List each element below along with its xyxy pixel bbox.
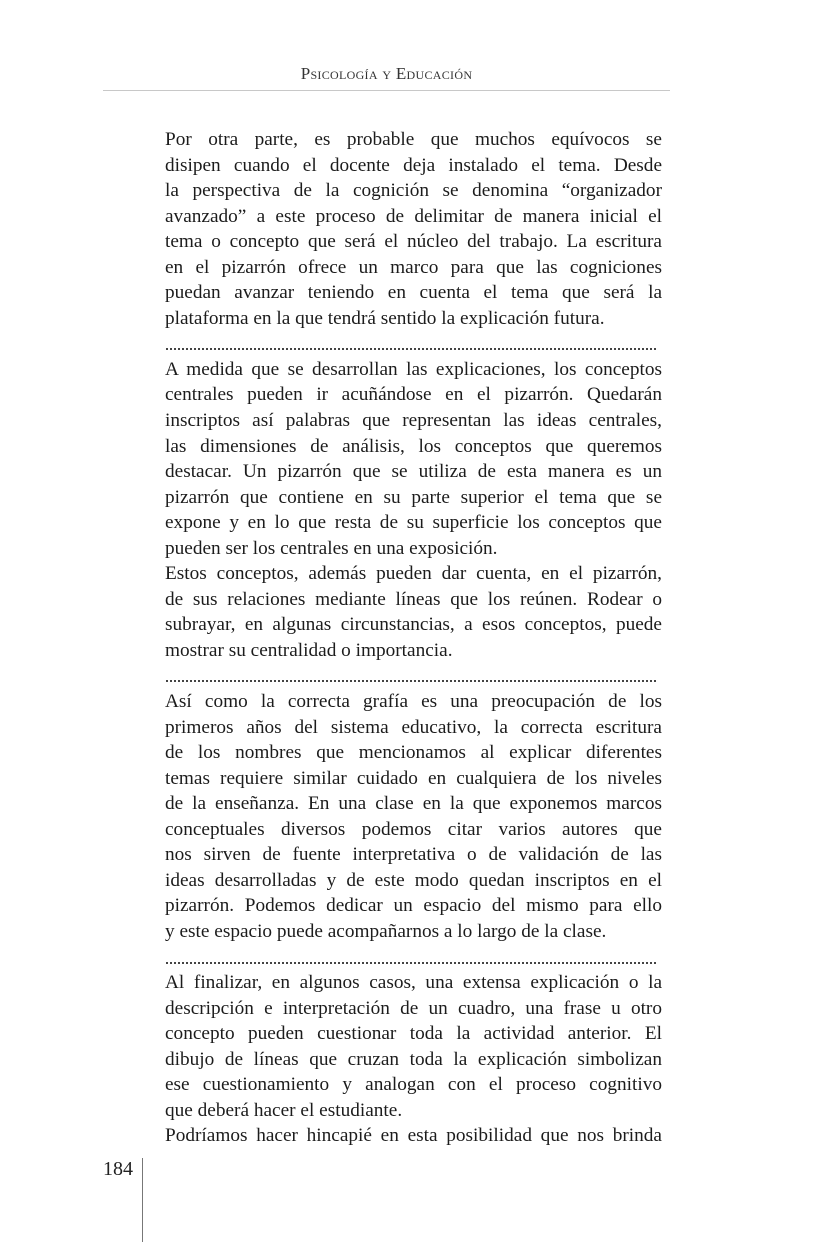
text-line: pizarrón. Podemos dedicar un espacio del mismo para ello bbox=[165, 895, 662, 917]
text-line: la perspectiva de la cognición se denomina “organizador bbox=[165, 180, 662, 202]
text-line: inscriptos así palabras que representan las ideas centrales, bbox=[165, 410, 662, 432]
text-line: disipen cuando el docente deja instalado el tema. Desde bbox=[165, 154, 662, 176]
text-line: nos sirven de fuente interpretativa o de validación de las bbox=[165, 844, 662, 866]
header-rule bbox=[103, 90, 670, 91]
text-line: pueden ser los centrales en una exposición. bbox=[165, 537, 498, 559]
text-line: en el pizarrón ofrece un marco para que las cogniciones bbox=[165, 256, 662, 278]
text-line: mostrar su centralidad o importancia. bbox=[165, 639, 453, 661]
text-line: que deberá hacer el estudiante. bbox=[165, 1099, 403, 1121]
text-line: Al finalizar, en algunos casos, una extensa explicación o la bbox=[165, 972, 662, 994]
text-line: subrayar, en algunas circunstancias, a esos conceptos, puede bbox=[165, 614, 662, 636]
dotted-separator bbox=[165, 663, 662, 689]
paragraph bbox=[165, 561, 662, 663]
text-line: destacar. Un pizarrón que se utiliza de esta manera es un bbox=[165, 461, 662, 483]
running-header: Psicología y Educación bbox=[300, 64, 473, 83]
text-line: las dimensiones de análisis, los conceptos que queremos bbox=[165, 435, 662, 457]
paragraph bbox=[165, 970, 662, 1123]
text-line: Podríamos hacer hincapié en esta posibilidad que nos brinda bbox=[165, 1125, 662, 1147]
text-line: de sus relaciones mediante líneas que los reúnen. Rodear o bbox=[165, 588, 662, 610]
paragraph bbox=[165, 689, 662, 944]
text-line: de la enseñanza. En una clase en la que exponemos marcos bbox=[165, 793, 662, 815]
text-line: centrales pueden ir acuñándose en el pizarrón. Quedarán bbox=[165, 384, 662, 406]
page-body bbox=[165, 127, 662, 1149]
text-line: y este espacio puede acompañarnos a lo largo de la clase. bbox=[165, 920, 607, 942]
text-line: primeros años del sistema educativo, la correcta escritura bbox=[165, 716, 662, 738]
text-line: puedan avanzar teniendo en cuenta el tema que será la bbox=[165, 282, 662, 304]
text-line: pizarrón que contiene en su parte superior el tema que se bbox=[165, 486, 662, 508]
text-line: avanzado” a este proceso de delimitar de manera inicial el bbox=[165, 205, 662, 227]
dotted-separator bbox=[165, 331, 662, 357]
page-number: 184 bbox=[103, 1158, 133, 1180]
dotted-separator bbox=[165, 945, 662, 971]
text-line: temas requiere similar cuidado en cualquiera de los niveles bbox=[165, 767, 662, 789]
text-line: ideas desarrolladas y de este modo quedan inscriptos en el bbox=[165, 869, 662, 891]
paragraph bbox=[165, 1123, 662, 1149]
text-line: dibujo de líneas que cruzan toda la explicación simbolizan bbox=[165, 1048, 662, 1070]
text-line: Estos conceptos, además pueden dar cuenta, en el pizarrón, bbox=[165, 563, 662, 585]
text-line: conceptuales diversos podemos citar varios autores que bbox=[165, 818, 662, 840]
text-line: ese cuestionamiento y analogan con el proceso cognitivo bbox=[165, 1074, 662, 1096]
text-line: A medida que se desarrollan las explicaciones, los conceptos bbox=[165, 358, 662, 380]
paragraph bbox=[165, 357, 662, 561]
text-line: expone y en lo que resta de su superficie los conceptos que bbox=[165, 512, 662, 534]
text-line: plataforma en la que tendrá sentido la explicación futura. bbox=[165, 307, 605, 329]
text-line: Por otra parte, es probable que muchos equívocos se bbox=[165, 129, 662, 150]
text-line: Así como la correcta grafía es una preocupación de los bbox=[165, 691, 662, 713]
paragraph bbox=[165, 127, 662, 331]
footer-vertical-rule bbox=[142, 1158, 143, 1242]
text-line: concepto pueden cuestionar toda la actividad anterior. El bbox=[165, 1023, 662, 1045]
text-line: tema o concepto que será el núcleo del trabajo. La escritura bbox=[165, 231, 662, 253]
text-line: descripción e interpretación de un cuadro, una frase u otro bbox=[165, 997, 662, 1019]
text-line: de los nombres que mencionamos al explicar diferentes bbox=[165, 742, 662, 764]
